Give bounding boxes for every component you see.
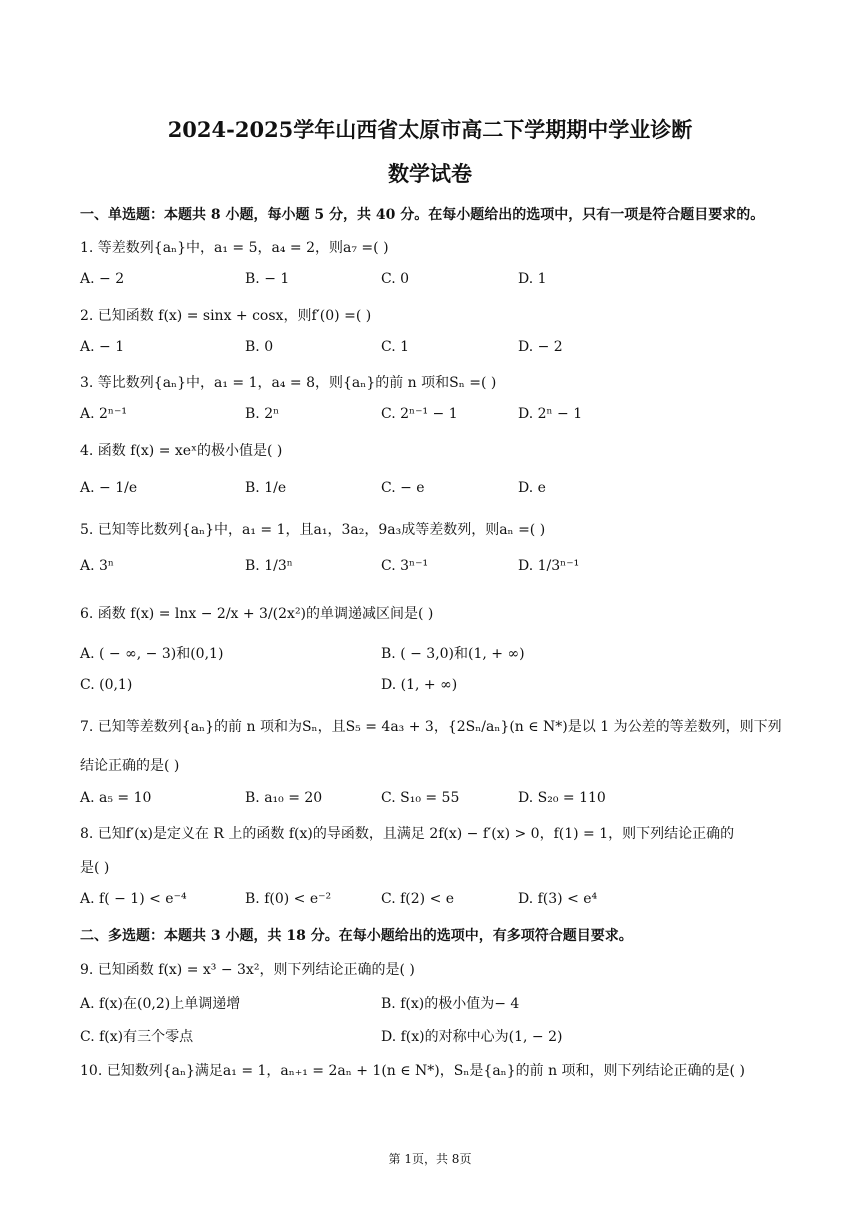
question-8-stem: 8. 已知f′(x)是定义在 R 上的函数 f(x)的导函数，且满足 2f(x) − f′(x) > 0，f(1) = 1，则下列结论正确的	[80, 826, 735, 842]
question-4-option-b: B. 1/e	[245, 480, 287, 496]
question-3-option-b: B. 2ⁿ	[245, 406, 280, 422]
exam-title: 2024-2025学年山西省太原市高二下学期期中学业诊断	[167, 117, 693, 142]
question-5-option-d: D. 1/3ⁿ⁻¹	[518, 558, 580, 574]
question-2-option-a: A. − 1	[80, 339, 125, 355]
question-4-option-a: A. − 1/e	[80, 480, 138, 496]
question-2-option-c: C. 1	[381, 339, 410, 355]
question-9-option-a: A. f(x)在(0,2)上单调递增	[80, 996, 241, 1012]
question-4-stem: 4. 函数 f(x) = xeˣ的极小值是( )	[80, 443, 283, 459]
section-heading-multiple-choice: 二、多选题：本题共 3 小题，共 18 分。在每小题给出的选项中，有多项符合题目要求。	[80, 928, 633, 944]
question-1-option-b: B. − 1	[245, 271, 290, 287]
question-9-option-c: C. f(x)有三个零点	[80, 1029, 194, 1045]
question-8-option-d: D. f(3) < e⁴	[518, 891, 598, 907]
question-3-option-a: A. 2ⁿ⁻¹	[80, 406, 127, 422]
question-6-option-b: B. ( − 3,0)和(1, + ∞)	[381, 646, 525, 662]
question-8-option-a: A. f( − 1) < e⁻⁴	[80, 891, 187, 907]
question-6-option-d: D. (1, + ∞)	[381, 677, 458, 693]
question-3-stem: 3. 等比数列{aₙ}中，a₁ = 1，a₄ = 8，则{aₙ}的前 n 项和Sₙ =( )	[80, 375, 497, 391]
question-5-option-b: B. 1/3ⁿ	[245, 558, 293, 574]
question-9-option-d: D. f(x)的对称中心为(1, − 2)	[381, 1029, 563, 1045]
question-9-stem: 9. 已知函数 f(x) = x³ − 3x²，则下列结论正确的是( )	[80, 962, 415, 978]
question-5-option-a: A. 3ⁿ	[80, 558, 114, 574]
question-1-stem: 1. 等差数列{aₙ}中，a₁ = 5，a₄ = 2，则a₇ =( )	[80, 240, 389, 256]
exam-subtitle: 数学试卷	[388, 161, 472, 186]
question-5-option-c: C. 3ⁿ⁻¹	[381, 558, 429, 574]
question-7-option-a: A. a₅ = 10	[80, 790, 152, 806]
question-7-stem: 7. 已知等差数列{aₙ}的前 n 项和为Sₙ，且S₅ = 4a₃ + 3，{2Sₙ/aₙ}(n ∈ N*)是以 1 为公差的等差数列，则下列	[80, 719, 782, 735]
question-7-option-c: C. S₁₀ = 55	[381, 790, 460, 806]
question-7-option-d: D. S₂₀ = 110	[518, 790, 606, 806]
question-2-stem: 2. 已知函数 f(x) = sinx + cosx，则f′(0) =( )	[80, 308, 372, 324]
section-heading-single-choice: 一、单选题：本题共 8 小题，每小题 5 分，共 40 分。在每小题给出的选项中，只有一项是符合题目要求的。	[80, 207, 765, 223]
question-8-option-b: B. f(0) < e⁻²	[245, 891, 332, 907]
question-4-option-c: C. − e	[381, 480, 425, 496]
question-2-option-b: B. 0	[245, 339, 274, 355]
question-9-option-b: B. f(x)的极小值为− 4	[381, 996, 520, 1012]
question-4-option-d: D. e	[518, 480, 546, 496]
question-6-option-c: C. (0,1)	[80, 677, 133, 693]
question-2-option-d: D. − 2	[518, 339, 563, 355]
question-6-option-a: A. ( − ∞, − 3)和(0,1)	[80, 646, 224, 662]
question-7-stem-continued: 结论正确的是( )	[80, 758, 180, 774]
question-3-option-d: D. 2ⁿ − 1	[518, 406, 583, 422]
page-footer: 第 1页，共 8页	[388, 1152, 472, 1166]
question-1-option-d: D. 1	[518, 271, 547, 287]
question-1-option-a: A. − 2	[80, 271, 125, 287]
question-1-option-c: C. 0	[381, 271, 410, 287]
question-10-stem: 10. 已知数列{aₙ}满足a₁ = 1，aₙ₊₁ = 2aₙ + 1(n ∈ N*)，Sₙ是{aₙ}的前 n 项和，则下列结论正确的是( )	[80, 1063, 745, 1079]
question-6-stem: 6. 函数 f(x) = lnx − 2/x + 3/(2x²)的单调递减区间是( )	[80, 606, 434, 622]
question-8-stem-continued: 是( )	[80, 860, 110, 876]
question-3-option-c: C. 2ⁿ⁻¹ − 1	[381, 406, 458, 422]
question-5-stem: 5. 已知等比数列{aₙ}中，a₁ = 1，且a₁，3a₂，9a₃成等差数列，则aₙ =( )	[80, 522, 546, 538]
question-7-option-b: B. a₁₀ = 20	[245, 790, 323, 806]
question-8-option-c: C. f(2) < e	[381, 891, 455, 907]
